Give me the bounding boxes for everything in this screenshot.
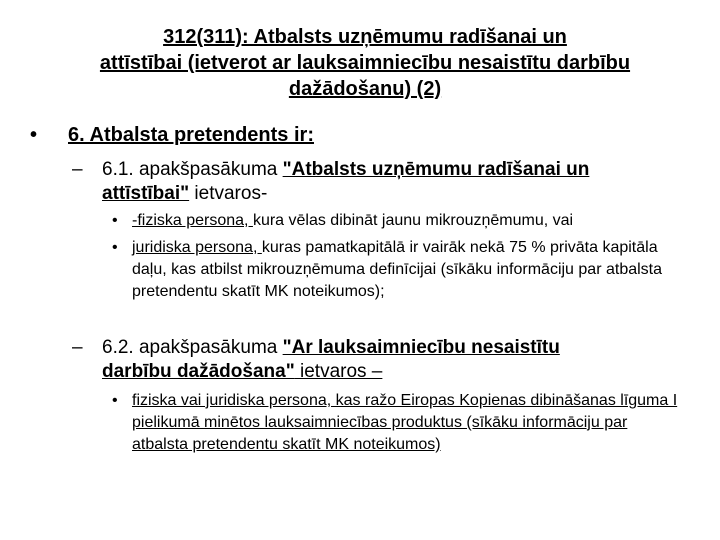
title-line-1: 312(311): Atbalsts uzņēmumu radīšanai un xyxy=(163,26,567,48)
item-6-1-suffix: ietvaros- xyxy=(189,183,268,204)
item-6-2-suffix: ietvaros – xyxy=(294,361,383,382)
slide-title xyxy=(40,24,690,102)
subitem-fiziska-underlined: -fiziska persona, xyxy=(132,212,253,229)
item-6-2-prefix: 6.2. apakšpasākuma xyxy=(102,337,283,358)
item-6-1-name-line2: attīstībai" xyxy=(102,183,190,204)
bullet-icon: • xyxy=(112,239,118,256)
bullet-icon: • xyxy=(112,212,118,229)
item-6-1-prefix: 6.1. apakšpasākuma xyxy=(102,159,283,180)
dash-icon: – xyxy=(72,337,83,358)
title-line-2: attīstībai (ietverot ar lauksaimniecību nesaistītu darbību xyxy=(99,52,631,74)
bullet-icon: • xyxy=(30,124,38,146)
subitem-juridiska-rest: kuras pamatkapitālā ir vairāk nekā 75 % privāta kapitāla daļu, kas atbilst mikrouzņēmuma definīcijai (sīkāku informāciju par atbalsta pretendentu skatīt MK noteikumos); xyxy=(132,239,663,300)
item-6-2-name-line2: darbību dažādošana" xyxy=(102,361,295,382)
item-6-1 xyxy=(72,158,672,206)
title-line-3: dažādošanu) (2) xyxy=(288,78,442,100)
heading-text: 6. Atbalsta pretendents ir: xyxy=(68,124,314,146)
subitem-fiziska-vai-juridiska-text: fiziska vai juridiska persona, kas ražo Eiropas Kopienas dibināšanas līguma I pielikumā minētos lauksaimniecības produktus (sīkāku informāciju par atbalsta pretendentu skatīt MK noteikumos) xyxy=(132,392,678,453)
subitem-fiziska xyxy=(112,210,682,232)
subitem-juridiska-underlined: juridiska persona, xyxy=(132,239,262,256)
item-6-1-name-line1: "Atbalsts uzņēmumu radīšanai un xyxy=(282,159,590,180)
subitem-fiziska-vai-juridiska xyxy=(112,390,682,456)
bullet-icon: • xyxy=(112,392,118,409)
dash-icon: – xyxy=(72,159,83,180)
subitem-juridiska xyxy=(112,237,682,303)
subitem-fiziska-rest: kura vēlas dibināt jaunu mikrouzņēmumu, vai xyxy=(252,212,574,229)
item-6-2-name-line1: "Ar lauksaimniecību nesaistītu xyxy=(282,337,560,358)
item-6-2 xyxy=(72,336,672,384)
